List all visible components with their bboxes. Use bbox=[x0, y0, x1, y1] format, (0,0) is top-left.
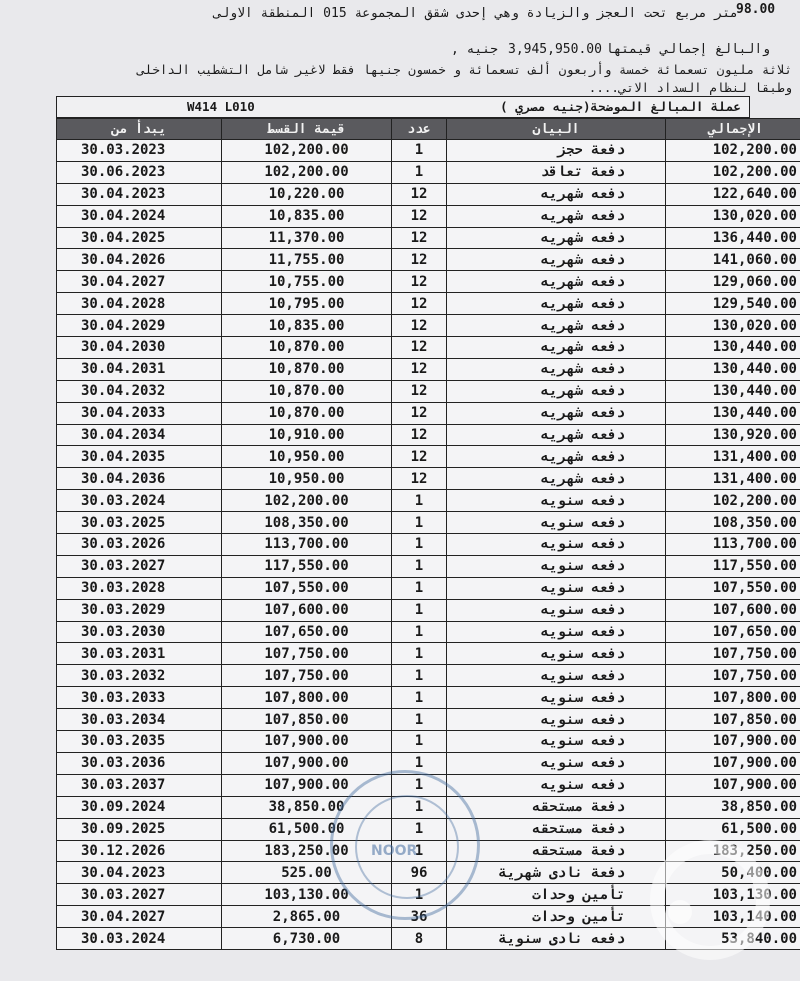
cell-total: 130,020.00 bbox=[666, 315, 800, 337]
cell-installment: 38,850.00 bbox=[222, 796, 392, 818]
cell-date: 30.03.2023 bbox=[57, 140, 222, 162]
cell-date: 30.03.2030 bbox=[57, 621, 222, 643]
cell-total: 107,750.00 bbox=[666, 665, 800, 687]
cell-count: 1 bbox=[392, 818, 447, 840]
cell-description: دفعة مستحقه bbox=[447, 840, 666, 862]
cell-installment: 10,835.00 bbox=[222, 205, 392, 227]
table-row bbox=[57, 752, 800, 774]
table-row bbox=[57, 271, 800, 293]
table-header-row bbox=[57, 119, 800, 140]
cell-date: 30.03.2028 bbox=[57, 577, 222, 599]
watermark-dot bbox=[668, 900, 692, 924]
cell-count: 12 bbox=[392, 468, 447, 490]
cell-count: 1 bbox=[392, 643, 447, 665]
cell-installment: 6,730.00 bbox=[222, 928, 392, 950]
cell-total: 131,400.00 bbox=[666, 468, 800, 490]
cell-description: دفعة حجز bbox=[447, 140, 666, 162]
cell-date: 30.04.2033 bbox=[57, 402, 222, 424]
cell-date: 30.09.2024 bbox=[57, 796, 222, 818]
col-header-description: البيان bbox=[447, 119, 666, 140]
table-row bbox=[57, 577, 800, 599]
cell-date: 30.03.2031 bbox=[57, 643, 222, 665]
table-row bbox=[57, 643, 800, 665]
cell-count: 1 bbox=[392, 621, 447, 643]
table-row bbox=[57, 140, 800, 162]
cell-description: دفعه شهريه bbox=[447, 227, 666, 249]
cell-count: 1 bbox=[392, 752, 447, 774]
cell-description: دفعه نادى سنوية bbox=[447, 928, 666, 950]
cell-installment: 10,870.00 bbox=[222, 358, 392, 380]
stamp-logo-text: NOOR bbox=[371, 843, 418, 859]
cell-installment: 107,800.00 bbox=[222, 687, 392, 709]
cell-date: 30.03.2026 bbox=[57, 534, 222, 556]
cell-description: دفعه شهريه bbox=[447, 468, 666, 490]
cell-installment: 61,500.00 bbox=[222, 818, 392, 840]
cell-installment: 107,750.00 bbox=[222, 643, 392, 665]
cell-count: 12 bbox=[392, 446, 447, 468]
table-row bbox=[57, 490, 800, 512]
table-row bbox=[57, 512, 800, 534]
table-row bbox=[57, 337, 800, 359]
cell-installment: 102,200.00 bbox=[222, 161, 392, 183]
cell-date: 30.04.2023 bbox=[57, 862, 222, 884]
cell-installment: 107,550.00 bbox=[222, 577, 392, 599]
cell-installment: 103,130.00 bbox=[222, 884, 392, 906]
cell-installment: 10,220.00 bbox=[222, 183, 392, 205]
cell-count: 1 bbox=[392, 687, 447, 709]
cell-installment: 10,870.00 bbox=[222, 337, 392, 359]
cell-count: 1 bbox=[392, 796, 447, 818]
cell-description: دفعه سنويه bbox=[447, 577, 666, 599]
table-row bbox=[57, 621, 800, 643]
cell-date: 30.03.2032 bbox=[57, 665, 222, 687]
cell-count: 12 bbox=[392, 249, 447, 271]
cell-count: 1 bbox=[392, 599, 447, 621]
cell-total: 107,650.00 bbox=[666, 621, 800, 643]
cell-count: 12 bbox=[392, 424, 447, 446]
cell-installment: 10,870.00 bbox=[222, 380, 392, 402]
cell-count: 1 bbox=[392, 774, 447, 796]
cell-count: 12 bbox=[392, 293, 447, 315]
cell-count: 8 bbox=[392, 928, 447, 950]
cell-total: 117,550.00 bbox=[666, 555, 800, 577]
cell-description: دفعه شهريه bbox=[447, 337, 666, 359]
cell-description: دفعه شهريه bbox=[447, 249, 666, 271]
cell-description: دفعه سنويه bbox=[447, 774, 666, 796]
cell-date: 30.04.2036 bbox=[57, 468, 222, 490]
cell-total: 53,840.00 bbox=[666, 928, 800, 950]
cell-count: 1 bbox=[392, 555, 447, 577]
cell-total: 108,350.00 bbox=[666, 512, 800, 534]
cell-total: 103,130.00 bbox=[666, 884, 800, 906]
cell-description: دفعه سنويه bbox=[447, 731, 666, 753]
table-row bbox=[57, 534, 800, 556]
cell-installment: 117,550.00 bbox=[222, 555, 392, 577]
cell-total: 130,440.00 bbox=[666, 402, 800, 424]
table-row bbox=[57, 665, 800, 687]
cell-installment: 102,200.00 bbox=[222, 490, 392, 512]
cell-installment: 102,200.00 bbox=[222, 140, 392, 162]
cell-installment: 108,350.00 bbox=[222, 512, 392, 534]
cell-date: 30.03.2035 bbox=[57, 731, 222, 753]
cell-total: 107,900.00 bbox=[666, 774, 800, 796]
cell-installment: 10,755.00 bbox=[222, 271, 392, 293]
cell-count: 12 bbox=[392, 271, 447, 293]
table-row bbox=[57, 687, 800, 709]
cell-total: 107,900.00 bbox=[666, 752, 800, 774]
cell-total: 131,400.00 bbox=[666, 446, 800, 468]
table-row bbox=[57, 380, 800, 402]
cell-date: 30.03.2029 bbox=[57, 599, 222, 621]
cell-date: 30.04.2035 bbox=[57, 446, 222, 468]
cell-date: 30.03.2025 bbox=[57, 512, 222, 534]
cell-total: 107,750.00 bbox=[666, 643, 800, 665]
cell-total: 107,600.00 bbox=[666, 599, 800, 621]
cell-count: 12 bbox=[392, 402, 447, 424]
cell-count: 1 bbox=[392, 709, 447, 731]
cell-count: 1 bbox=[392, 512, 447, 534]
payment-plan-intro: وطبقا لنظام السداد الاتي.... bbox=[588, 80, 792, 95]
cell-count: 1 bbox=[392, 490, 447, 512]
cell-date: 30.03.2024 bbox=[57, 490, 222, 512]
cell-description: دفعة مستحقه bbox=[447, 818, 666, 840]
table-row bbox=[57, 358, 800, 380]
cell-description: دفعه سنويه bbox=[447, 534, 666, 556]
watermark-ring bbox=[650, 840, 770, 960]
company-stamp bbox=[330, 770, 480, 920]
table-row bbox=[57, 227, 800, 249]
cell-installment: 183,250.00 bbox=[222, 840, 392, 862]
cell-installment: 2,865.00 bbox=[222, 906, 392, 928]
cell-description: دفعه شهريه bbox=[447, 183, 666, 205]
amount-in-words: ثلاثة مليون تسعمائة خمسة وأربعون ألف تسعمائة و خمسون جنيها فقط لاغير شامل التشطيب الداخلى bbox=[137, 62, 792, 77]
table-row bbox=[57, 424, 800, 446]
cell-installment: 11,370.00 bbox=[222, 227, 392, 249]
cell-total: 136,440.00 bbox=[666, 227, 800, 249]
cell-description: دفعه شهريه bbox=[447, 271, 666, 293]
col-header-date: يبدأ من bbox=[57, 119, 222, 140]
cell-description: دفعه شهريه bbox=[447, 380, 666, 402]
cell-total: 107,550.00 bbox=[666, 577, 800, 599]
cell-count: 12 bbox=[392, 205, 447, 227]
cell-count: 1 bbox=[392, 731, 447, 753]
cell-description: دفعه سنويه bbox=[447, 665, 666, 687]
table-row bbox=[57, 249, 800, 271]
cell-description: دفعه سنويه bbox=[447, 752, 666, 774]
cell-count: 1 bbox=[392, 534, 447, 556]
cell-description: دفعه سنويه bbox=[447, 621, 666, 643]
cell-description: تأمين وحدات bbox=[447, 884, 666, 906]
cell-count: 1 bbox=[392, 665, 447, 687]
cell-installment: 107,850.00 bbox=[222, 709, 392, 731]
cell-description: دفعه سنويه bbox=[447, 643, 666, 665]
cell-date: 30.04.2027 bbox=[57, 271, 222, 293]
cell-description: دفعه سنويه bbox=[447, 599, 666, 621]
cell-count: 1 bbox=[392, 161, 447, 183]
cell-description: دفعه سنويه bbox=[447, 512, 666, 534]
cell-installment: 113,700.00 bbox=[222, 534, 392, 556]
cell-date: 30.06.2023 bbox=[57, 161, 222, 183]
cell-installment: 10,835.00 bbox=[222, 315, 392, 337]
cell-count: 1 bbox=[392, 140, 447, 162]
cell-total: 107,800.00 bbox=[666, 687, 800, 709]
cell-date: 30.04.2028 bbox=[57, 293, 222, 315]
cell-total: 130,440.00 bbox=[666, 337, 800, 359]
cell-description: دفعه شهريه bbox=[447, 315, 666, 337]
cell-total: 113,700.00 bbox=[666, 534, 800, 556]
cell-installment: 107,750.00 bbox=[222, 665, 392, 687]
cell-installment: 10,795.00 bbox=[222, 293, 392, 315]
cell-total: 102,200.00 bbox=[666, 140, 800, 162]
cell-count: 12 bbox=[392, 227, 447, 249]
cell-description: دفعة تعاقد bbox=[447, 161, 666, 183]
cell-total: 102,200.00 bbox=[666, 161, 800, 183]
cell-installment: 525.00 bbox=[222, 862, 392, 884]
cell-count: 12 bbox=[392, 337, 447, 359]
unit-description-line: متر مربع تحت العجز والزيادة وهي إحدى شقق المجموعة 015 المنطقة الاولى bbox=[213, 6, 738, 21]
cell-date: 30.03.2027 bbox=[57, 555, 222, 577]
unit-codes: W414 L010 bbox=[187, 99, 255, 114]
col-header-count: عدد bbox=[392, 119, 447, 140]
cell-date: 30.04.2031 bbox=[57, 358, 222, 380]
table-row bbox=[57, 293, 800, 315]
cell-total: 130,440.00 bbox=[666, 380, 800, 402]
table-row bbox=[57, 599, 800, 621]
cell-count: 96 bbox=[392, 862, 447, 884]
cell-count: 12 bbox=[392, 183, 447, 205]
cell-total: 183,250.00 bbox=[666, 840, 800, 862]
col-header-total: الإجمالي bbox=[666, 119, 800, 140]
cell-description: دفعه سنويه bbox=[447, 687, 666, 709]
cell-installment: 10,910.00 bbox=[222, 424, 392, 446]
cell-description: دفعه شهريه bbox=[447, 293, 666, 315]
table-row bbox=[57, 555, 800, 577]
cell-installment: 11,755.00 bbox=[222, 249, 392, 271]
cell-installment: 107,900.00 bbox=[222, 752, 392, 774]
cell-date: 30.04.2029 bbox=[57, 315, 222, 337]
cell-count: 12 bbox=[392, 380, 447, 402]
cell-description: دفعه سنويه bbox=[447, 709, 666, 731]
cell-installment: 107,650.00 bbox=[222, 621, 392, 643]
cell-installment: 10,950.00 bbox=[222, 446, 392, 468]
cell-date: 30.03.2027 bbox=[57, 884, 222, 906]
col-header-installment: قيمة القسط bbox=[222, 119, 392, 140]
cell-description: دفعه شهريه bbox=[447, 402, 666, 424]
cell-date: 30.09.2025 bbox=[57, 818, 222, 840]
total-amount: 3,945,950.00 bbox=[508, 42, 602, 57]
cell-description: دفعه شهريه bbox=[447, 446, 666, 468]
cell-installment: 107,900.00 bbox=[222, 774, 392, 796]
cell-installment: 107,900.00 bbox=[222, 731, 392, 753]
cell-description: دفعه شهريه bbox=[447, 424, 666, 446]
cell-total: 122,640.00 bbox=[666, 183, 800, 205]
cell-description: تأمين وحدات bbox=[447, 906, 666, 928]
cell-description: دفعه سنويه bbox=[447, 555, 666, 577]
cell-count: 36 bbox=[392, 906, 447, 928]
cell-date: 30.04.2032 bbox=[57, 380, 222, 402]
cell-date: 30.04.2024 bbox=[57, 205, 222, 227]
cell-description: دفعه شهريه bbox=[447, 358, 666, 380]
cell-total: 130,020.00 bbox=[666, 205, 800, 227]
cell-date: 30.04.2026 bbox=[57, 249, 222, 271]
table-row bbox=[57, 315, 800, 337]
cell-total: 102,200.00 bbox=[666, 490, 800, 512]
unit-area: 98.00 bbox=[736, 2, 776, 17]
cell-date: 30.04.2025 bbox=[57, 227, 222, 249]
cell-date: 30.03.2024 bbox=[57, 928, 222, 950]
cell-total: 61,500.00 bbox=[666, 818, 800, 840]
cell-description: دفعة مستحقه bbox=[447, 796, 666, 818]
table-row bbox=[57, 205, 800, 227]
cell-date: 30.03.2037 bbox=[57, 774, 222, 796]
cell-date: 30.04.2034 bbox=[57, 424, 222, 446]
currency-note: عملة المبالغ الموضحة(جنيه مصري ) bbox=[500, 99, 741, 114]
cell-date: 30.04.2027 bbox=[57, 906, 222, 928]
cell-total: 130,920.00 bbox=[666, 424, 800, 446]
cell-count: 1 bbox=[392, 840, 447, 862]
cell-description: دفعة نادى شهرية bbox=[447, 862, 666, 884]
cell-date: 30.03.2033 bbox=[57, 687, 222, 709]
cell-total: 103,140.00 bbox=[666, 906, 800, 928]
table-row bbox=[57, 402, 800, 424]
cell-description: دفعه سنويه bbox=[447, 490, 666, 512]
cell-installment: 10,950.00 bbox=[222, 468, 392, 490]
cell-total: 129,540.00 bbox=[666, 293, 800, 315]
table-row bbox=[57, 161, 800, 183]
cell-date: 30.03.2034 bbox=[57, 709, 222, 731]
cell-count: 1 bbox=[392, 884, 447, 906]
table-row bbox=[57, 183, 800, 205]
cell-count: 1 bbox=[392, 577, 447, 599]
cell-total: 141,060.00 bbox=[666, 249, 800, 271]
cell-count: 12 bbox=[392, 315, 447, 337]
table-row bbox=[57, 731, 800, 753]
cell-total: 107,850.00 bbox=[666, 709, 800, 731]
cell-installment: 107,600.00 bbox=[222, 599, 392, 621]
cell-description: دفعه شهريه bbox=[447, 205, 666, 227]
table-title-row bbox=[56, 96, 750, 118]
cell-installment: 10,870.00 bbox=[222, 402, 392, 424]
cell-total: 130,440.00 bbox=[666, 358, 800, 380]
cell-total: 50,400.00 bbox=[666, 862, 800, 884]
table-row bbox=[57, 468, 800, 490]
cell-date: 30.04.2023 bbox=[57, 183, 222, 205]
cell-date: 30.04.2030 bbox=[57, 337, 222, 359]
cell-date: 30.03.2036 bbox=[57, 752, 222, 774]
currency-label: جنيه , bbox=[451, 42, 498, 57]
table-row bbox=[57, 709, 800, 731]
cell-count: 12 bbox=[392, 358, 447, 380]
cell-date: 30.12.2026 bbox=[57, 840, 222, 862]
table-row bbox=[57, 446, 800, 468]
cell-total: 38,850.00 bbox=[666, 796, 800, 818]
cell-total: 129,060.00 bbox=[666, 271, 800, 293]
total-value-label: والبالغ إجمالي قيمتها bbox=[605, 42, 770, 57]
cell-total: 107,900.00 bbox=[666, 731, 800, 753]
